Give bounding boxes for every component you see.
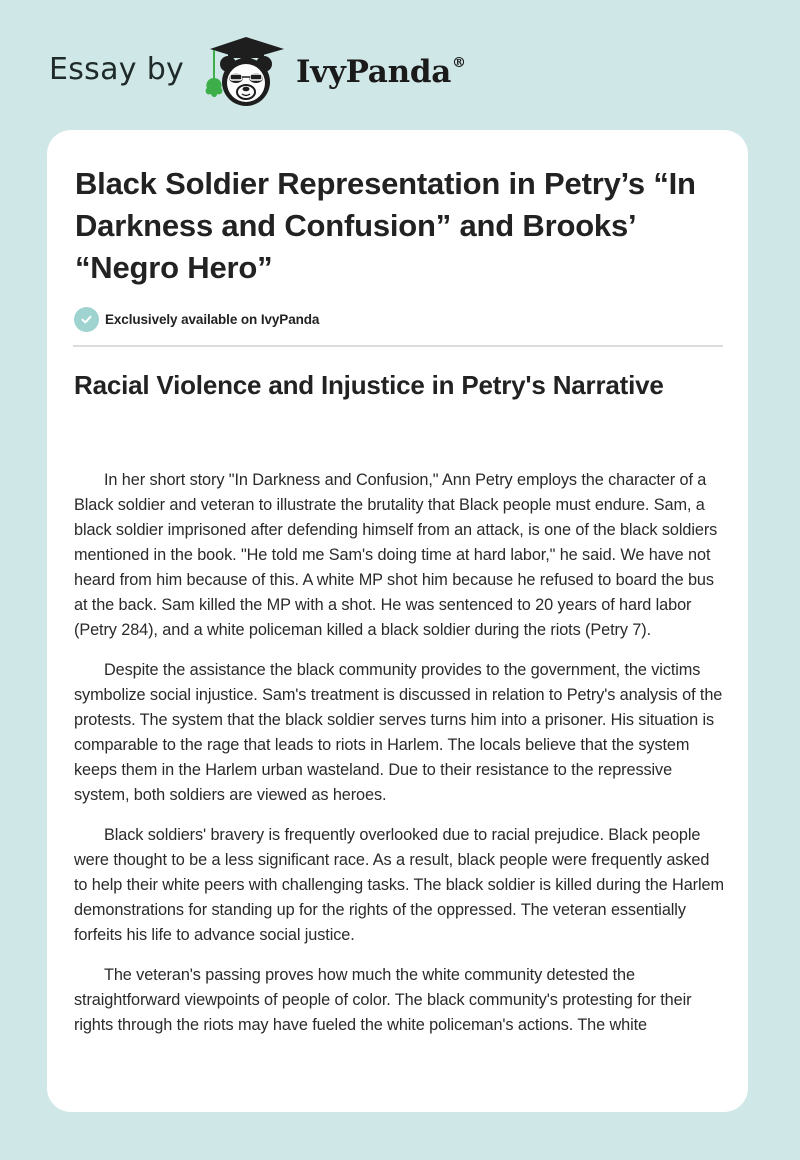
paragraph: Black soldiers' bravery is frequently overlooked due to racial prejudice. Black people were thought to be a less significant race. As a result, black people were frequently asked to help their white peers with challenging tasks. The black soldier is killed during the Harlem demonstrations for standing up for the rights of the oppressed. The veteran essentially forfeits his life to advance social justice. (74, 826, 724, 944)
panda-graduate-icon[interactable] (200, 34, 292, 110)
site-header (0, 0, 800, 130)
exclusive-badge (74, 306, 319, 332)
divider (73, 345, 723, 347)
check-circle-icon (74, 307, 99, 332)
essay-body (74, 468, 726, 1053)
essay-card (47, 130, 748, 1112)
brand-name[interactable] (296, 54, 466, 90)
essay-by-label: Essay by (49, 52, 185, 87)
section-heading: Racial Violence and Injustice in Petry's Narrative (74, 370, 664, 400)
trademark-symbol: ® (452, 54, 466, 71)
paragraph: Despite the assistance the black community provides to the government, the victims symbolize social injustice. Sam's treatment is discussed in relation to Petry's analysis of the protests. The system that the black soldier serves turns him into a prisoner. His situation is comparable to the rage that leads to riots in Harlem. The locals believe that the system keeps them in the Harlem urban wasteland. Due to their resistance to the repressive system, both soldiers are viewed as heroes. (74, 661, 723, 804)
brand-text: IvyPanda (296, 54, 451, 90)
paragraph: In her short story "In Darkness and Confusion," Ann Petry employs the character of a Black soldier and veteran to illustrate the brutality that Black people must endure. Sam, a black soldier imprisoned after defending himself from an attack, is one of the black soldiers mentioned in the book. "He told me Sam's doing time at hard labor," he said. We have not heard from him because of this. A white MP shot him because he refused to board the bus at the back. Sam killed the MP with a shot. He was sentenced to 20 years of hard labor (Petry 284), and a white policeman killed a black soldier during the riots (Petry 7). (74, 471, 718, 639)
badge-text: Exclusively available on IvyPanda (105, 311, 320, 327)
page-title: Black Soldier Representation in Petry’s “In Darkness and Confusion” and Brooks’ “Negro Hero” (75, 166, 696, 285)
paragraph: The veteran's passing proves how much the white community detested the straightforward viewpoints of people of color. The black community's protesting for their rights through the riots may have fueled the white policeman's actions. The white (74, 966, 692, 1034)
